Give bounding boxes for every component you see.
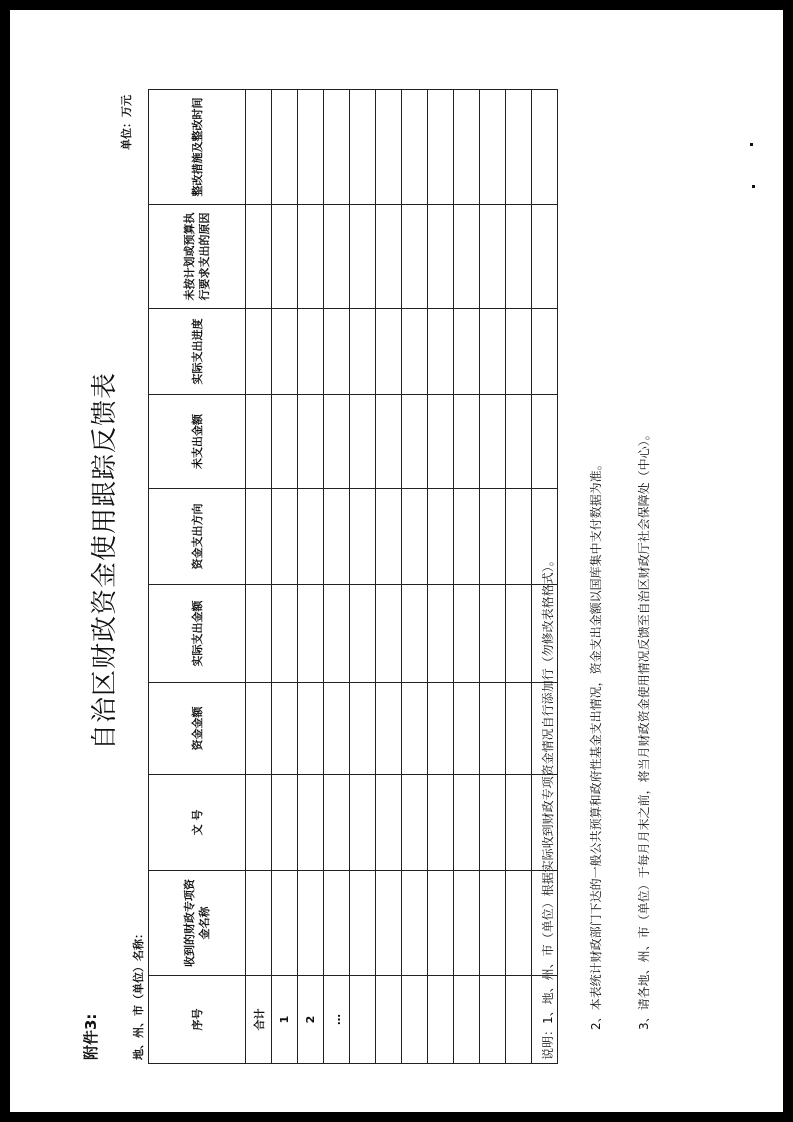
table-cell (246, 871, 272, 976)
table-cell (480, 489, 506, 585)
table-cell (532, 205, 558, 309)
table-cell (480, 395, 506, 489)
table-cell (246, 309, 272, 395)
table-cell (454, 90, 480, 205)
table-cell (376, 585, 402, 683)
table-row (298, 90, 324, 1064)
row-index-cell (350, 976, 376, 1064)
table-cell (298, 683, 324, 775)
table-cell (246, 395, 272, 489)
table-cell (324, 585, 350, 683)
table-cell (324, 683, 350, 775)
table-cell (454, 775, 480, 871)
table-cell (454, 585, 480, 683)
table-cell (324, 395, 350, 489)
row-index-cell: 2 (298, 976, 324, 1064)
table-cell (428, 90, 454, 205)
table-cell (480, 683, 506, 775)
table-cell (298, 205, 324, 309)
table-cell (350, 395, 376, 489)
row-index-cell (480, 976, 506, 1064)
table-cell (376, 871, 402, 976)
table-cell (480, 90, 506, 205)
table-cell (298, 489, 324, 585)
note-2: 2、本表统计财政部门下达的一般公共预算和政府性基金支出情况，资金支出金额以国库集中支付数据为准。 (589, 458, 603, 1030)
table-cell (324, 90, 350, 205)
col-header: 资金支出方向 (149, 489, 246, 585)
table-cell (506, 395, 532, 489)
rotated-form (10, 10, 783, 1112)
table-cell (350, 585, 376, 683)
table-cell (272, 205, 298, 309)
note-1: 说明：1、地、州、市（单位）根据实际收到财政专项资金情况自行添加行（勿修改表格格式）。 (541, 554, 555, 1060)
scan-speck (752, 185, 755, 188)
note-3: 3、请各地、州、市（单位）于每月月末之前，将当月财政资金使用情况反馈至自治区财政厅社会保障处（中心）。 (637, 428, 651, 1030)
table-cell (402, 205, 428, 309)
col-header: 收到的财政专项资金名称 (149, 871, 246, 976)
table-cell (454, 871, 480, 976)
feedback-table (148, 89, 558, 1064)
table-cell (298, 871, 324, 976)
table-cell (272, 683, 298, 775)
row-index-cell: … (324, 976, 350, 1064)
col-header: 未支出金额 (149, 395, 246, 489)
table-cell (480, 775, 506, 871)
table-row (506, 90, 532, 1064)
col-header: 资金金额 (149, 683, 246, 775)
table-cell (246, 90, 272, 205)
table-row (480, 90, 506, 1064)
table-cell (506, 585, 532, 683)
attachment-label: 附件3: (82, 1013, 100, 1060)
row-index-cell: 1 (272, 976, 298, 1064)
table-cell (298, 309, 324, 395)
table-cell (350, 683, 376, 775)
table-cell (454, 489, 480, 585)
table-cell (428, 395, 454, 489)
table-cell (350, 489, 376, 585)
row-index-cell: 合计 (246, 976, 272, 1064)
table-cell (376, 205, 402, 309)
table-cell (428, 585, 454, 683)
table-cell (246, 683, 272, 775)
table-cell (454, 205, 480, 309)
table-cell (246, 775, 272, 871)
region-label: 地、州、市（单位）名称： (132, 928, 145, 1060)
table-cell (480, 871, 506, 976)
table-cell (402, 683, 428, 775)
table-cell (272, 395, 298, 489)
table-cell (480, 585, 506, 683)
table-cell (532, 309, 558, 395)
table-cell (376, 683, 402, 775)
table-cell (428, 775, 454, 871)
table-cell (272, 775, 298, 871)
scan-speck (750, 143, 753, 146)
table-row (428, 90, 454, 1064)
table-cell (454, 395, 480, 489)
table-row (272, 90, 298, 1064)
table-cell (272, 90, 298, 205)
table-cell (350, 309, 376, 395)
col-header: 实际支出进度 (149, 309, 246, 395)
table-cell (428, 205, 454, 309)
table-cell (506, 683, 532, 775)
table-cell (506, 489, 532, 585)
table-cell (506, 775, 532, 871)
table-cell (298, 395, 324, 489)
col-header: 实际支出金额 (149, 585, 246, 683)
page-title: 自治区财政资金使用跟踪反馈表 (90, 372, 120, 751)
table-cell (506, 309, 532, 395)
table-body (246, 90, 558, 1064)
table-cell (272, 489, 298, 585)
table-cell (272, 871, 298, 976)
table-cell (350, 775, 376, 871)
table-cell (402, 489, 428, 585)
table-cell (402, 395, 428, 489)
col-header: 文 号 (149, 775, 246, 871)
table-cell (402, 775, 428, 871)
row-index-cell (376, 976, 402, 1064)
table-row (454, 90, 480, 1064)
col-header: 未按计划或预算执行要求支出的原因 (149, 205, 246, 309)
col-header: 整改措施及整改时间 (149, 90, 246, 205)
table-cell (402, 585, 428, 683)
unit-label: 单位：万元 (120, 95, 133, 150)
table-cell (246, 489, 272, 585)
row-index-cell (402, 976, 428, 1064)
table-cell (428, 871, 454, 976)
table-cell (480, 205, 506, 309)
row-index-cell (454, 976, 480, 1064)
table-cell (376, 90, 402, 205)
table-row (376, 90, 402, 1064)
table-row (402, 90, 428, 1064)
col-header: 序号 (149, 976, 246, 1064)
document-page (10, 10, 783, 1112)
table-cell (428, 309, 454, 395)
table-cell (324, 775, 350, 871)
table-cell (428, 489, 454, 585)
table-cell (480, 309, 506, 395)
table-cell (272, 585, 298, 683)
table-cell (376, 395, 402, 489)
table-cell (428, 683, 454, 775)
table-cell (350, 871, 376, 976)
table-header-row (149, 90, 246, 1064)
table-cell (454, 309, 480, 395)
table-cell (324, 205, 350, 309)
table-row (246, 90, 272, 1064)
table-cell (298, 90, 324, 205)
table-cell (402, 871, 428, 976)
table-cell (454, 683, 480, 775)
table-cell (506, 205, 532, 309)
table-row (350, 90, 376, 1064)
notes (542, 428, 686, 1060)
table-cell (376, 489, 402, 585)
row-index-cell (506, 976, 532, 1064)
table-cell (506, 871, 532, 976)
table-cell (298, 585, 324, 683)
table-cell (272, 309, 298, 395)
table-cell (246, 205, 272, 309)
table-cell (324, 309, 350, 395)
table-cell (350, 205, 376, 309)
table-cell (298, 775, 324, 871)
table-cell (532, 90, 558, 205)
table-cell (350, 90, 376, 205)
table-cell (324, 489, 350, 585)
table-cell (246, 585, 272, 683)
table-cell (402, 90, 428, 205)
table-cell (324, 871, 350, 976)
table-cell (376, 775, 402, 871)
row-index-cell (428, 976, 454, 1064)
table-cell (506, 90, 532, 205)
table-row (324, 90, 350, 1064)
table-cell (376, 309, 402, 395)
table-cell (402, 309, 428, 395)
